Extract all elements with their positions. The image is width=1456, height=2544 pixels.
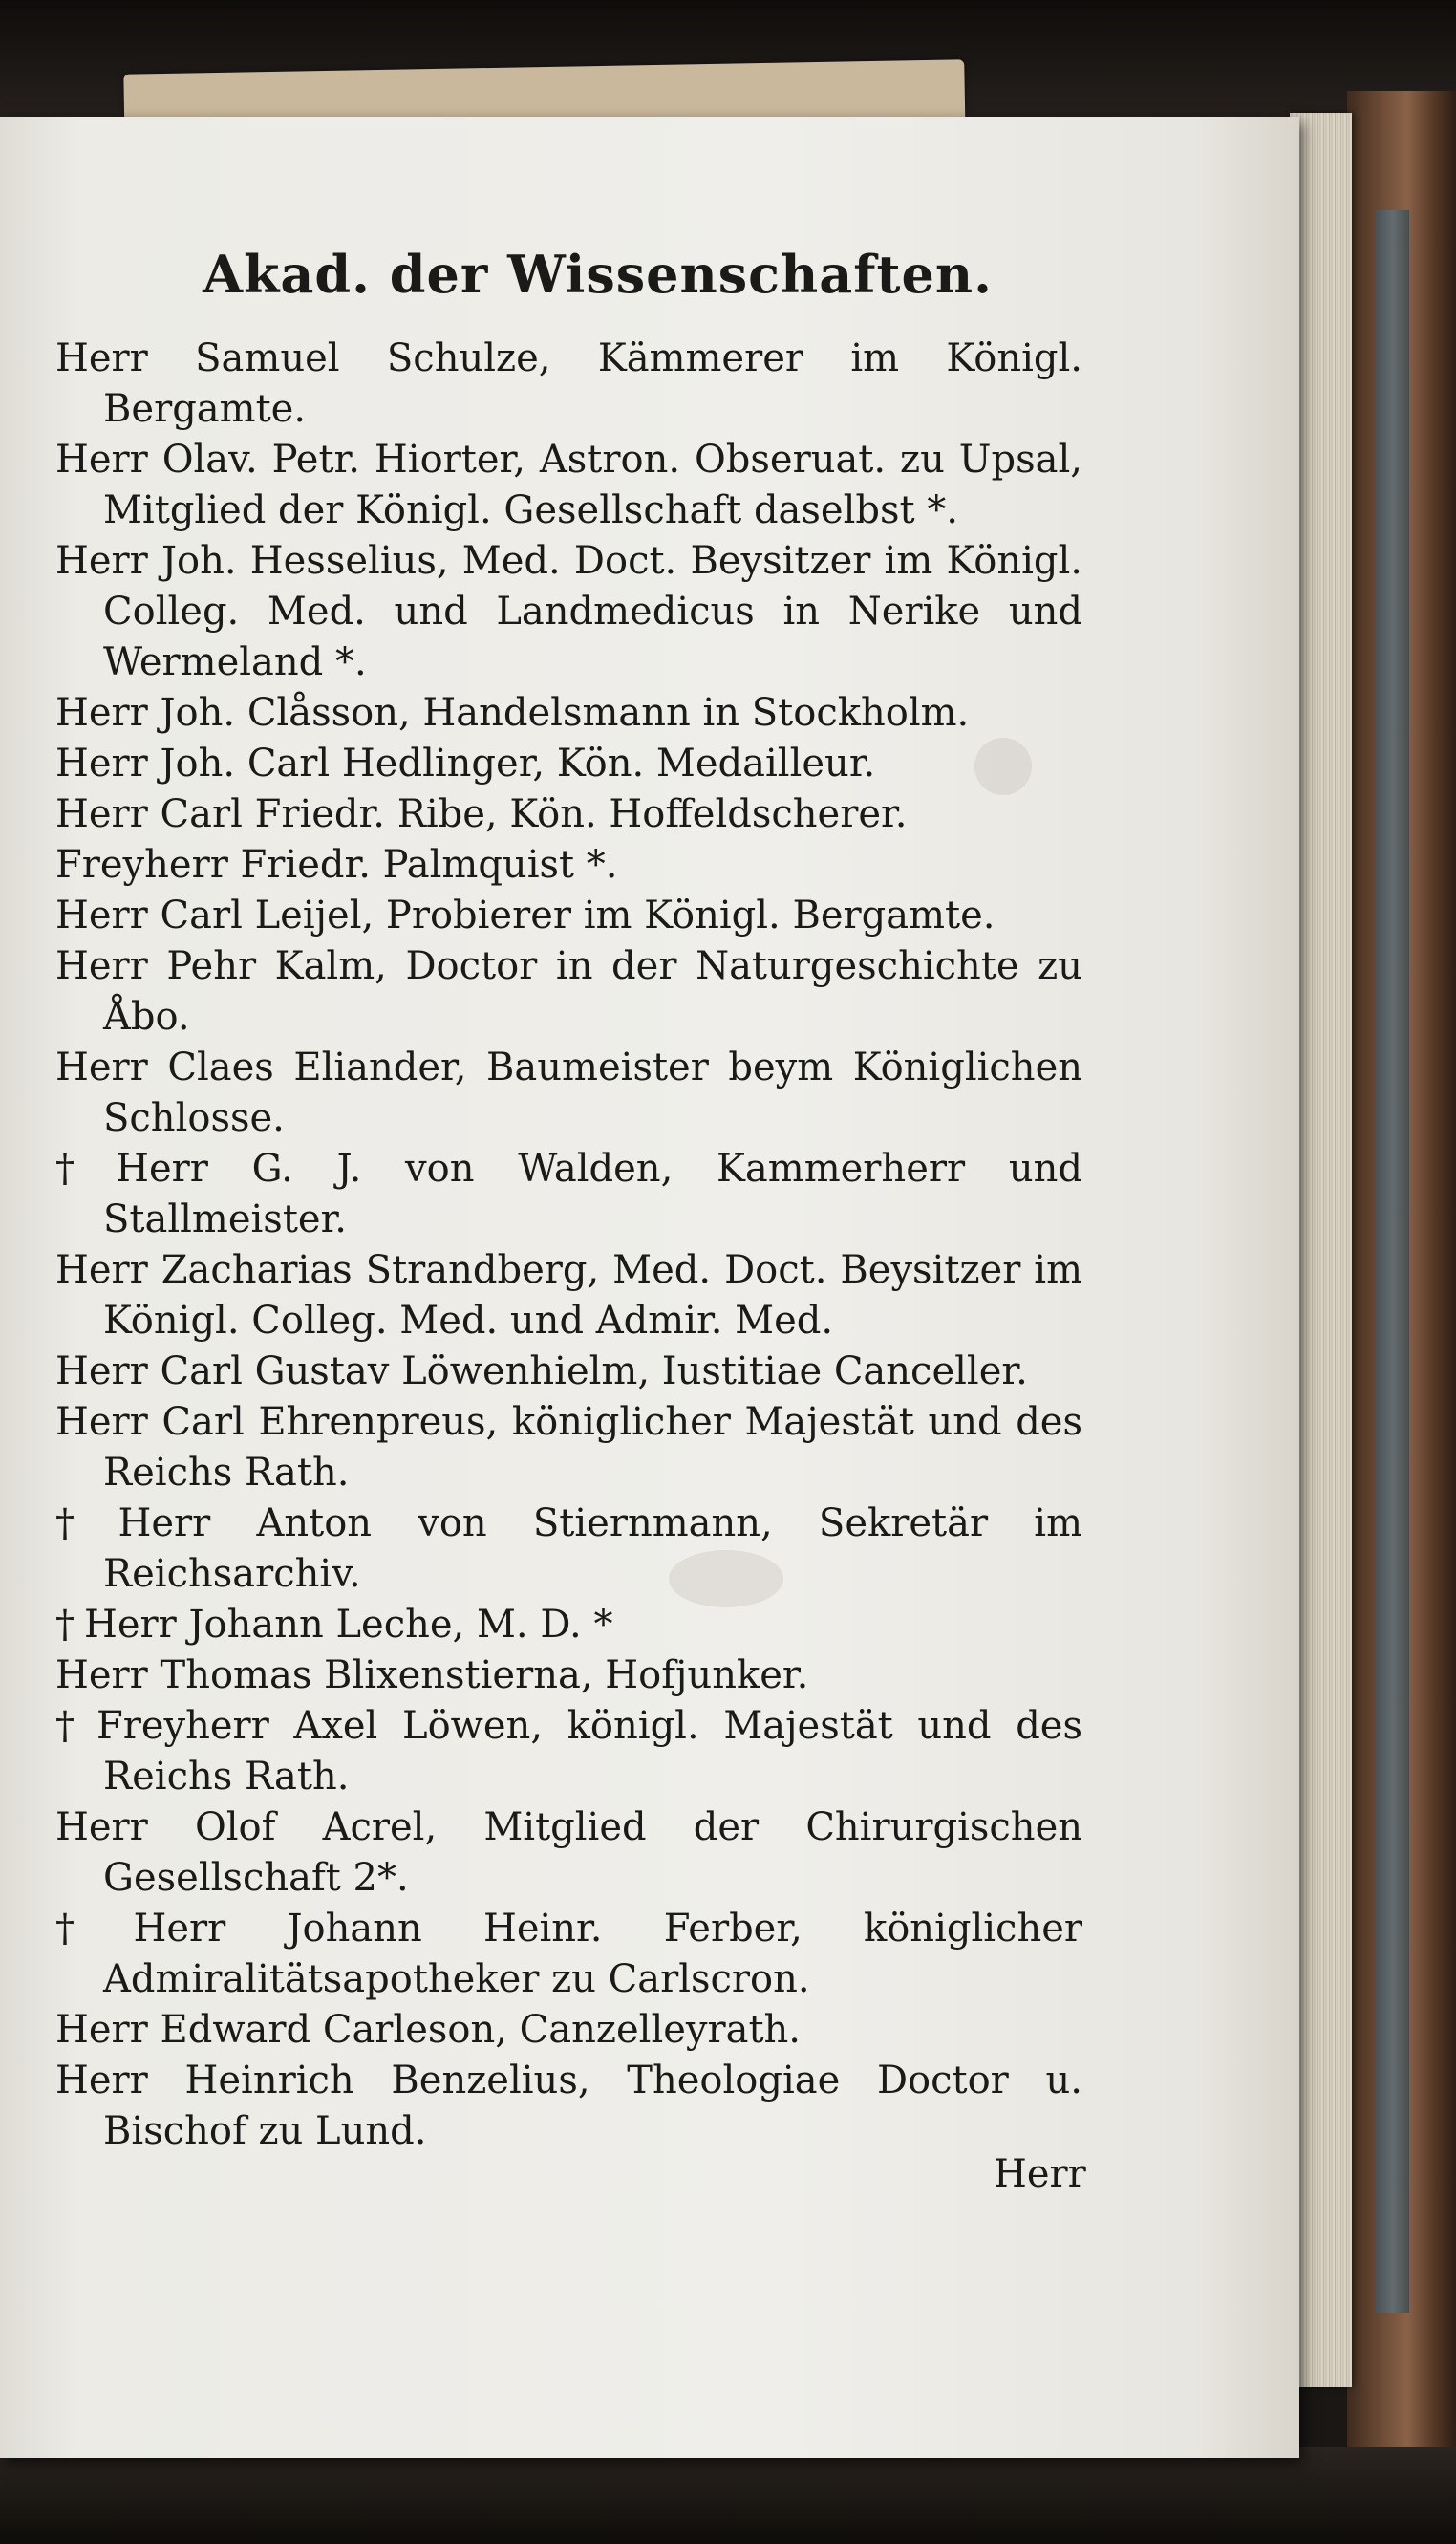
entry-text: Herr Joh. Carl Hedlinger, Kön. Medailleur. (55, 742, 876, 786)
entry-text: Herr Edward Carleson, Canzelleyrath. (55, 2008, 802, 2052)
member-entry (55, 1904, 1082, 2005)
running-head: Akad. der Wissenschaften. (203, 244, 993, 305)
member-entry (55, 941, 1082, 1043)
member-entry (55, 739, 1082, 789)
member-entry (55, 2056, 1082, 2157)
entry-text: Herr Olof Acrel, Mitglied der Chirurgischen Gesellschaft 2*. (55, 1805, 1082, 1900)
entry-text: Herr Carl Friedr. Ribe, Kön. Hoffeldscherer. (55, 792, 908, 836)
page-text (55, 244, 1082, 2157)
dagger-mark: † (55, 1147, 107, 1191)
entry-text: Herr Johann Leche, M. D. * (84, 1603, 613, 1647)
member-entry (55, 1802, 1082, 1904)
member-entry (55, 435, 1082, 536)
member-entry (55, 891, 1082, 941)
member-entry (55, 1701, 1082, 1802)
member-entry (55, 1650, 1082, 1701)
entry-text: Herr Heinrich Benzelius, Theologiae Doctor u. Bischof zu Lund. (55, 2059, 1082, 2153)
member-entry (55, 1600, 1082, 1650)
member-entry (55, 789, 1082, 840)
member-entry (55, 1043, 1082, 1144)
entry-text: Herr Anton von Stiernmann, Sekretär im Reichsarchiv. (103, 1501, 1082, 1596)
member-entry (55, 2005, 1082, 2056)
dagger-mark: † (55, 1907, 124, 1951)
entry-text: Herr Thomas Blixenstierna, Hofjunker. (55, 1653, 809, 1697)
member-entry (55, 334, 1082, 435)
entry-text: Herr Johann Heinr. Ferber, königlicher Admiralitätsapotheker zu Carlscron. (103, 1907, 1083, 2001)
member-entry (55, 1397, 1082, 1498)
entry-text: Freyherr Friedr. Palmquist *. (55, 843, 618, 887)
entry-text: Herr Joh. Hesselius, Med. Doct. Beysitzer im Königl. Colleg. Med. und Landmedicus in Nerike und Wermeland *. (55, 539, 1082, 684)
entry-text: Herr Zacharias Strandberg, Med. Doct. Beysitzer im Königl. Colleg. Med. und Admir. Med. (55, 1248, 1082, 1343)
entry-text: Herr Carl Gustav Löwenhielm, Iustitiae Canceller. (55, 1349, 1028, 1393)
entry-text: Herr Pehr Kalm, Doctor in der Naturgeschichte zu Åbo. (55, 944, 1082, 1039)
entry-text: Herr Carl Leijel, Probierer im Königl. Bergamte. (55, 894, 996, 938)
book-spine-stripe (1376, 210, 1409, 2313)
background-bottom (0, 2447, 1456, 2544)
entry-text: Herr Carl Ehrenpreus, königlicher Majestät und des Reichs Rath. (55, 1400, 1082, 1495)
dagger-mark: † (55, 1501, 109, 1545)
dagger-mark: † (55, 1603, 75, 1647)
entry-text: Herr Samuel Schulze, Kämmerer im Königl. Bergamte. (55, 336, 1082, 431)
entry-text: Herr G. J. von Walden, Kammerherr und Stallmeister. (103, 1147, 1083, 1241)
member-entry (55, 1347, 1082, 1397)
member-entry (55, 536, 1082, 688)
member-entry (55, 1144, 1082, 1245)
catchword: Herr (994, 2152, 1086, 2196)
entry-text: Herr Olav. Petr. Hiorter, Astron. Obseruat. zu Upsal, Mitglied der Königl. Gesellschaft daselbst *. (55, 438, 1082, 532)
member-entry (55, 688, 1082, 739)
entries-list (55, 334, 1082, 2157)
member-entry (55, 840, 1082, 891)
dagger-mark: † (55, 1704, 87, 1748)
entry-text: Herr Joh. Clåsson, Handelsmann in Stockholm. (55, 691, 970, 735)
entry-text: Freyherr Axel Löwen, königl. Majestät und des Reichs Rath. (96, 1704, 1083, 1799)
entry-text: Herr Claes Eliander, Baumeister beym Königlichen Schlosse. (55, 1046, 1082, 1140)
member-entry (55, 1245, 1082, 1347)
member-entry (55, 1498, 1082, 1600)
